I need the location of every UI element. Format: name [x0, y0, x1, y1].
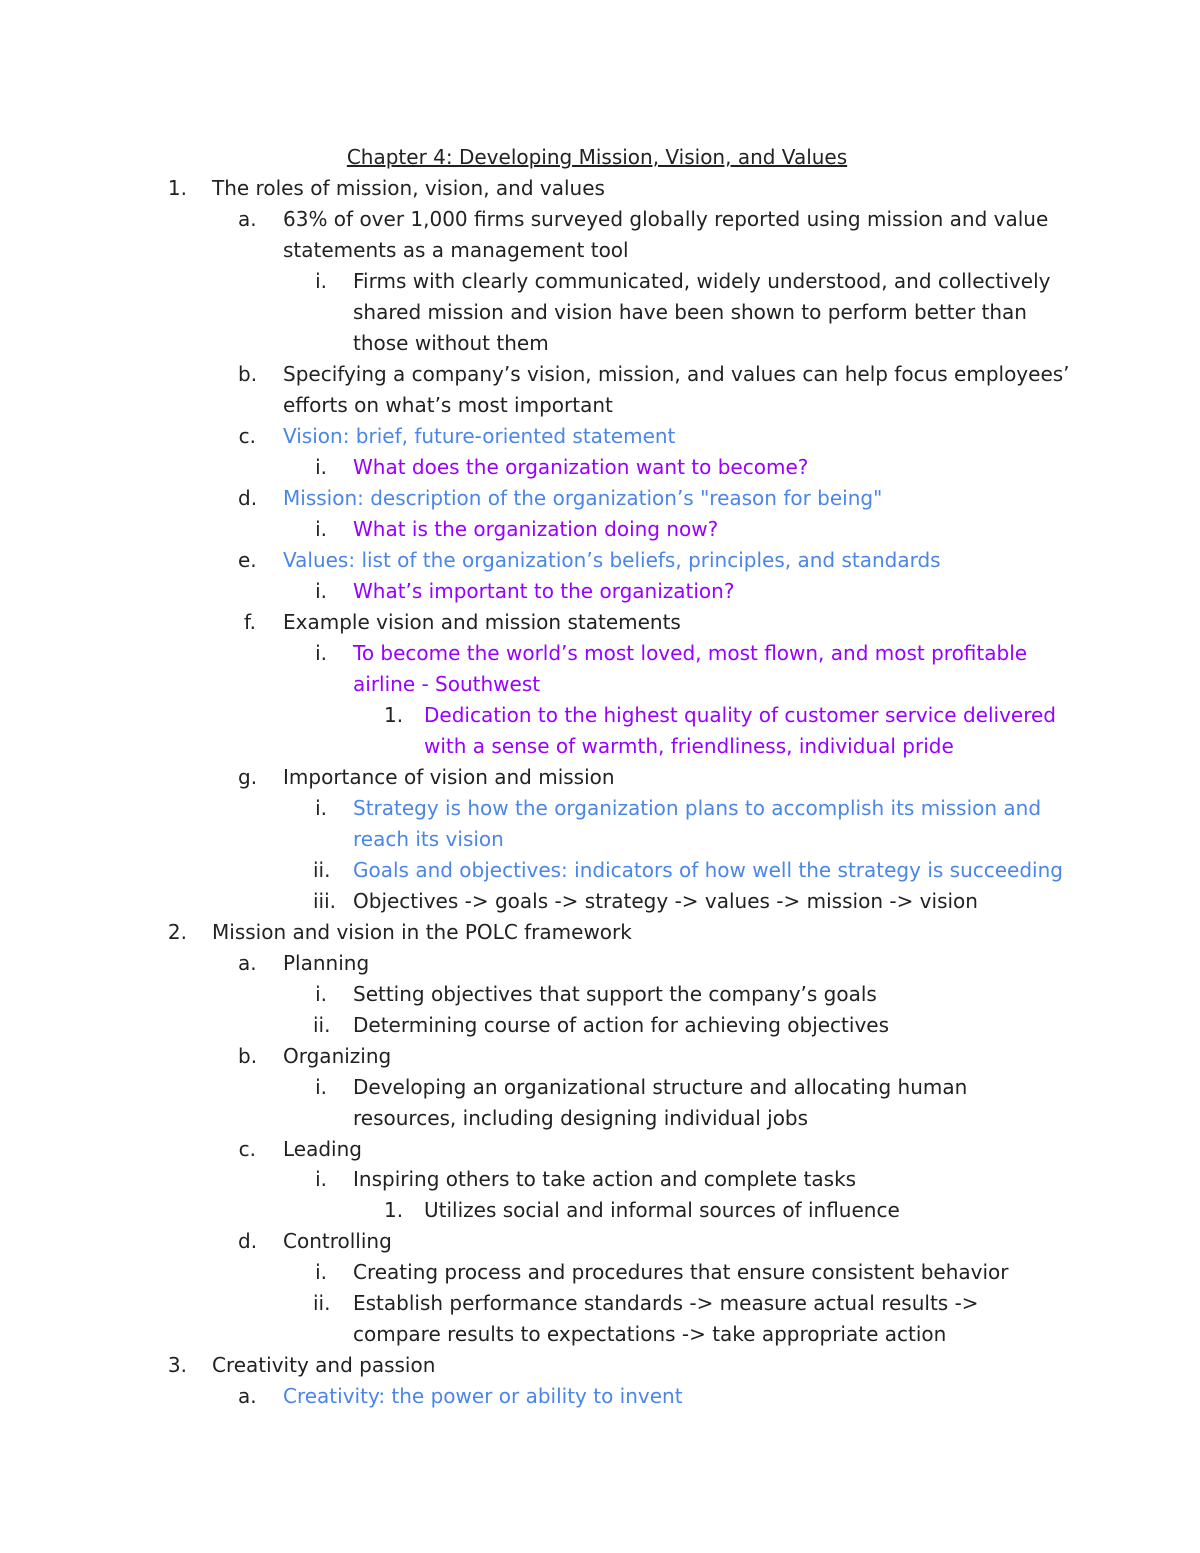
list-marker: i.	[315, 1167, 327, 1191]
list-item: f. Example vision and mission statements	[283, 607, 681, 638]
list-item: e. Values: list of the organization’s beliefs, principles, and standards	[283, 545, 941, 576]
list-marker: i.	[315, 517, 327, 541]
list-item: 1. Utilizes social and informal sources of influence	[424, 1195, 900, 1226]
list-item: c. Leading	[283, 1134, 362, 1165]
list-marker: i.	[315, 641, 327, 665]
list-item: i. What is the organization doing now?	[353, 514, 718, 545]
list-item: a. 63% of over 1,000 firms surveyed globally reported using mission and value statements as a management tool	[283, 204, 1048, 266]
list-marker: b.	[238, 1044, 258, 1068]
list-item: i. Developing an organizational structure and allocating human resources, including designing individual jobs	[353, 1072, 967, 1134]
list-item: 2. Mission and vision in the POLC framework	[212, 917, 632, 948]
list-marker: e.	[238, 548, 257, 572]
list-item: iii. Objectives -> goals -> strategy -> values -> mission -> vision	[353, 886, 978, 917]
list-marker: a.	[238, 1384, 257, 1408]
list-marker: i.	[315, 1075, 327, 1099]
list-item: i. Strategy is how the organization plans to accomplish its mission and reach its vision	[353, 793, 1041, 855]
list-item: ii. Goals and objectives: indicators of how well the strategy is succeeding	[353, 855, 1063, 886]
list-marker: 3.	[167, 1353, 187, 1377]
list-item: i. What’s important to the organization?	[353, 576, 734, 607]
list-item: i. Firms with clearly communicated, widely understood, and collectively shared mission and vision have been shown to perform better than those without them	[353, 266, 1050, 359]
list-marker: i.	[315, 796, 327, 820]
list-marker: 1.	[384, 703, 404, 727]
list-marker: 2.	[167, 920, 187, 944]
list-item: i. What does the organization want to become?	[353, 452, 808, 483]
page-title: Chapter 4: Developing Mission, Vision, and Values	[346, 145, 848, 169]
list-item: c. Vision: brief, future-oriented statement	[283, 421, 675, 452]
list-marker: c.	[238, 1137, 256, 1161]
list-item: a. Planning	[283, 948, 369, 979]
list-item: ii. Determining course of action for achieving objectives	[353, 1010, 889, 1041]
list-item: 1. The roles of mission, vision, and values	[212, 173, 605, 204]
list-marker: f.	[244, 610, 256, 634]
list-item: i. Creating process and procedures that ensure consistent behavior	[353, 1257, 1009, 1288]
list-item: i. To become the world’s most loved, most flown, and most profitable airline - Southwest	[353, 638, 1027, 700]
list-marker: i.	[315, 579, 327, 603]
list-marker: 1.	[167, 176, 187, 200]
list-item: b. Organizing	[283, 1041, 391, 1072]
list-item: b. Specifying a company’s vision, mission, and values can help focus employees’ efforts on what’s most important	[283, 359, 1070, 421]
list-item: ii. Establish performance standards -> measure actual results -> compare results to expectations -> take appropriate action	[353, 1288, 979, 1350]
list-marker: c.	[238, 424, 256, 448]
list-item: d. Mission: description of the organization’s "reason for being"	[283, 483, 882, 514]
list-item: 1. Dedication to the highest quality of customer service delivered with a sense of warmth, friendliness, individual pride	[424, 700, 1056, 762]
list-item: i. Setting objectives that support the company’s goals	[353, 979, 877, 1010]
list-marker: i.	[315, 982, 327, 1006]
list-item: a. Creativity: the power or ability to invent	[283, 1381, 683, 1412]
list-marker: i.	[315, 1260, 327, 1284]
list-item: i. Inspiring others to take action and complete tasks	[353, 1164, 856, 1195]
list-marker: b.	[238, 362, 258, 386]
list-marker: a.	[238, 207, 257, 231]
list-marker: ii.	[313, 1013, 331, 1037]
list-marker: g.	[238, 765, 258, 789]
list-item: d. Controlling	[283, 1226, 392, 1257]
list-marker: d.	[238, 1229, 258, 1253]
list-marker: d.	[238, 486, 258, 510]
list-marker: a.	[238, 951, 257, 975]
list-marker: ii.	[313, 858, 331, 882]
list-marker: i.	[315, 455, 327, 479]
list-marker: iii.	[313, 889, 337, 913]
list-item: 3. Creativity and passion	[212, 1350, 435, 1381]
list-item: g. Importance of vision and mission	[283, 762, 615, 793]
list-marker: i.	[315, 269, 327, 293]
list-marker: 1.	[384, 1198, 404, 1222]
list-marker: ii.	[313, 1291, 331, 1315]
